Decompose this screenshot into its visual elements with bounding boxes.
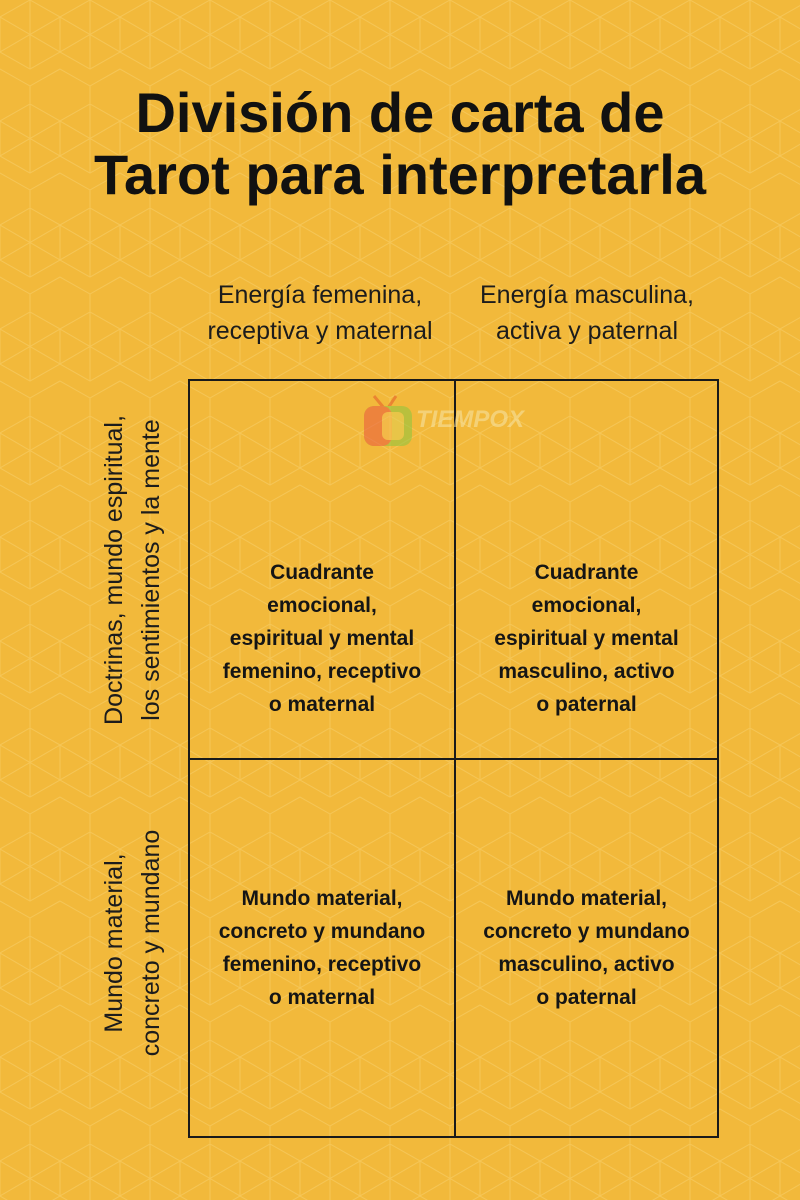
quadrant-text-line: femenino, receptivo: [222, 660, 422, 683]
watermark-logo: [360, 392, 570, 452]
quadrant-material-feminine: [190, 760, 454, 1136]
quadrant-text-line: femenino, receptivo: [222, 953, 422, 976]
quadrant-text-line: emocional,: [531, 594, 642, 617]
row-header-line: Mundo material,: [100, 853, 128, 1033]
row-header-line: Doctrinas, mundo espiritual,: [100, 415, 128, 725]
quadrant-text-line: masculino, activo: [498, 953, 675, 976]
quadrant-text-line: masculino, activo: [498, 660, 675, 683]
quadrant-text-line: Cuadrante: [270, 561, 374, 584]
row-header-material: [88, 763, 178, 1123]
quadrant-text-line: o maternal: [268, 693, 376, 716]
column-header-feminine: [185, 277, 455, 349]
column-header-line: Energía femenina,: [217, 281, 423, 309]
quadrant-text-line: Cuadrante: [534, 561, 639, 584]
tv-icon: [360, 392, 416, 452]
column-header-line: activa y paternal: [495, 317, 679, 345]
quadrant-text-line: Mundo material,: [505, 887, 668, 910]
quadrant-text-line: Mundo material,: [241, 887, 403, 910]
title-line-1: División de carta de: [135, 81, 665, 144]
quadrant-text-line: espiritual y mental: [494, 627, 679, 650]
row-header-line: los sentimientos y la mente: [137, 419, 165, 721]
quadrant-text-line: espiritual y mental: [229, 627, 415, 650]
column-header-line: Energía masculina,: [479, 281, 694, 309]
title-line-2: Tarot para interpretarla: [93, 143, 707, 206]
quadrant-text-line: concreto y mundano: [483, 920, 690, 943]
quadrant-text-line: o paternal: [536, 986, 637, 1009]
quadrant-text-line: o paternal: [536, 693, 637, 716]
quadrant-text-line: emocional,: [267, 594, 377, 617]
quadrant-text-line: o maternal: [268, 986, 376, 1009]
row-header-spiritual: [88, 390, 178, 750]
tarot-quadrant-grid: [188, 379, 719, 1138]
page-title: [0, 82, 800, 206]
quadrant-material-masculine: [456, 760, 717, 1136]
column-header-line: receptiva y maternal: [207, 317, 433, 345]
row-header-line: concreto y mundano: [137, 829, 165, 1057]
column-header-masculine: [452, 277, 722, 349]
watermark-text: TIEMPOX: [416, 406, 525, 433]
quadrant-text-line: concreto y mundano: [218, 920, 426, 943]
